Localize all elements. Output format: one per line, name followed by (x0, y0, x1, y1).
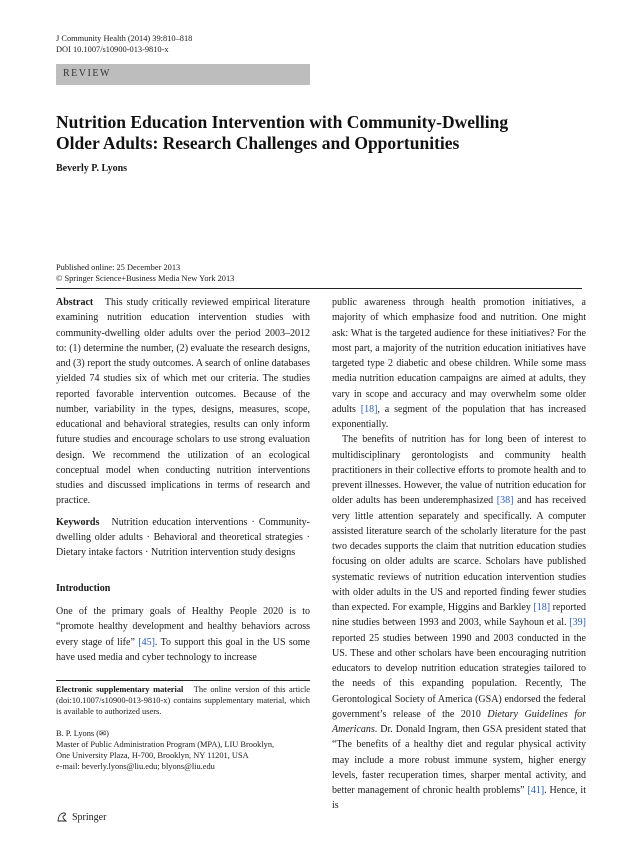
introduction-heading: Introduction (56, 583, 111, 594)
header-divider (56, 288, 582, 289)
intro-text-b: . To support this goal in the US some have used media and cyber technology to increase (56, 636, 310, 663)
title-line-2: Older Adults: Research Challenges and Opportunities (56, 133, 460, 153)
right-column (332, 295, 586, 814)
intro-text-a: One of the primary goals of Healthy People 2020 is to “promote healthy development and healthy behaviors across every stage of life” (56, 606, 310, 648)
right-p2-text-f: . Hence, it is (332, 785, 586, 812)
affiliation-line-1: Master of Public Administration Program (MPA), LIU Brooklyn, (56, 740, 275, 749)
citation-link[interactable]: [45] (138, 636, 155, 648)
section-label: REVIEW (63, 68, 111, 79)
right-p2-text-e: . Dr. Donald Ingram, then GSA president stated that “The benefits of a healthy diet and regular physical activity may include a more robust immune system, higher energy levels, faster recuperation times, sharper mental activity, and better management of chronic health problems” (332, 724, 586, 796)
left-column (56, 295, 310, 560)
esm-label: Electronic supplementary material (56, 685, 184, 694)
journal-citation: J Community Health (2014) 39:810–818 (56, 34, 193, 43)
keywords-text: Nutrition education interventions · Community-dwelling older adults · Behavioral and theoretical strategies · Dietary intake factors · Nutrition intervention study designs (56, 516, 310, 558)
introduction-paragraph (56, 604, 310, 665)
right-p1-text-b: , a segment of the population that has increased exponentially. (332, 403, 586, 430)
author-affiliation (56, 728, 310, 772)
right-p1-text-a: public awareness through health promotion initiatives, a majority of which emphasize food and nutrition. One might ask: What is the targeted audience for these initiatives? For the most part, a majority of the nutrition education initiatives have targeted type 2 diabetic and obese children. While some mass media nutrition education campaigns are aimed at adults, they vary in scope and accuracy and may overwhelm some older adults (332, 297, 586, 415)
right-paragraph-2 (332, 432, 586, 813)
dietary-guidelines-title: Dietary Guidelines for Americans (332, 708, 586, 735)
section-label-bar (56, 64, 310, 85)
esm-text: The online version of this article (doi:10.1007/s10900-013-9810-x) contains supplementary material, which is available to authorized users. (56, 685, 310, 716)
publisher-footer (56, 811, 106, 823)
copyright: © Springer Science+Business Media New York 2013 (56, 274, 235, 283)
affiliation-line-2: One University Plaza, H-700, Brooklyn, NY 11201, USA (56, 751, 249, 760)
abstract (56, 295, 310, 509)
author-name: Beverly P. Lyons (56, 163, 128, 174)
citation-link[interactable]: [18] (360, 403, 378, 415)
author-email[interactable]: e-mail: beverly.lyons@liu.edu; blyons@liu.edu (56, 762, 215, 771)
citation-link[interactable]: [38] (496, 495, 514, 507)
esm-footnote (56, 684, 310, 717)
publisher-name: Springer (72, 811, 107, 823)
right-p2-text-c: reported nine studies between 1993 and 2003, while Sayhoun et al. (332, 602, 586, 629)
corresponding-author: B. P. Lyons (✉) (56, 729, 109, 738)
right-p2-text-b: and has received very little attention separately and specifically. A computer assisted literature search of the scholarly literature for the past two decades supports the claim that nutrition education studies focusing on older adults are scarce. Scholars have published systematic reviews of nutrition education intervention studies with older adults in the US and reported finding fewer studies than expected. For example, Higgins and Barkley (332, 495, 586, 613)
abstract-text: This study critically reviewed empirical literature examining nutrition education intervention studies with community-dwelling older adults over the period 2003–2012 to: (1) determine the number, (2) evaluate the research designs, and (3) report the study outcomes. A search of online databases yielded 74 studies six of which met our criteria. The studies reported favorable intervention outcomes. Because of the number, variability in the types, designs, measures, scope, educational and behavioral strategies, results can only inform future studies and encourage scholars to use strong evaluation design. We recommend the utilization of an ecological conceptual model when conducting nutrition interventions studies and discussed implications in terms of research and practice. (56, 297, 310, 507)
article-title (56, 112, 526, 154)
keywords (56, 515, 310, 561)
published-date: Published online: 25 December 2013 (56, 263, 181, 272)
title-line-1: Nutrition Education Intervention with Community-Dwelling (56, 112, 509, 132)
citation-link[interactable]: [41] (527, 785, 545, 796)
footnote-divider (56, 680, 310, 681)
right-p2-text-a: The benefits of nutrition has for long been of interest to multidisciplinary gerontologists and community health practitioners in their collective efforts to promote health and to prevent illnesses. However, the value of nutrition education for older adults has been underemphasized (332, 434, 586, 507)
citation-link[interactable]: [18] (533, 602, 551, 613)
right-paragraph-1 (332, 295, 586, 432)
doi-line: DOI 10.1007/s10900-013-9810-x (56, 45, 169, 54)
citation-link[interactable]: [39] (569, 617, 586, 629)
springer-horse-icon (56, 811, 68, 823)
abstract-label: Abstract (56, 297, 94, 308)
journal-header (56, 33, 192, 55)
publication-info (56, 262, 234, 284)
right-p2-text-d: reported 25 studies between 1990 and 2003 conducted in the US. These and other scholars have been encouraging nutrition educators to develop nutrition education strategies tailored to the needs of this expanding population. Recently, The Gerontological Society of America (GSA) endorsed the federal government’s release of the 2010 (332, 632, 586, 720)
keywords-label: Keywords (56, 516, 100, 528)
